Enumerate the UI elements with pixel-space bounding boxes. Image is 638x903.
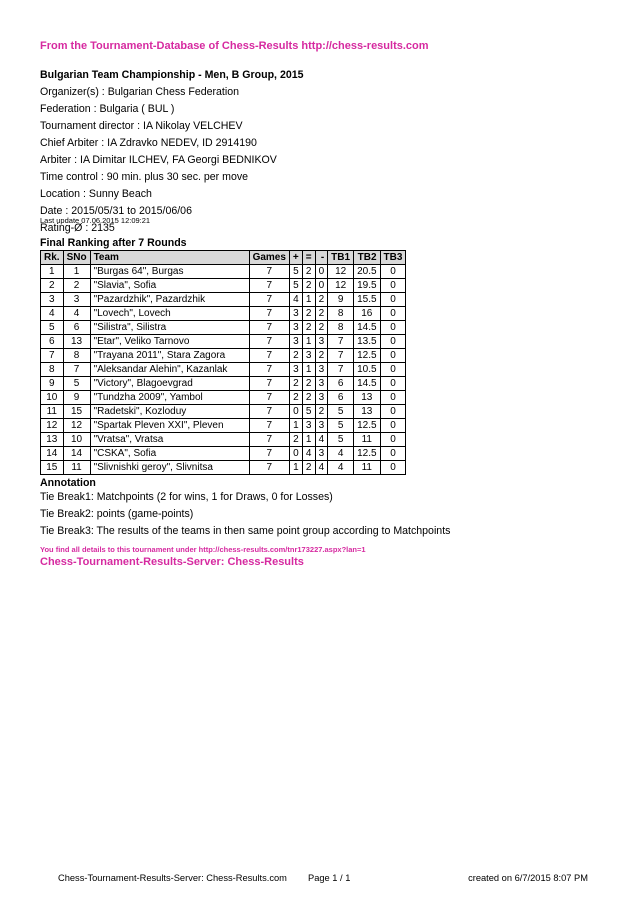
cell-tb1: 4 [328, 461, 354, 475]
cell-sno: 6 [63, 321, 90, 335]
table-row [41, 349, 406, 363]
cell-rank: 15 [41, 461, 64, 475]
cell-losses: 4 [315, 461, 328, 475]
col-tb2: TB2 [354, 251, 380, 265]
table-row [41, 293, 406, 307]
cell-tb3: 0 [380, 405, 406, 419]
cell-rank: 13 [41, 433, 64, 447]
cell-tb2: 15.5 [354, 293, 380, 307]
table-row [41, 419, 406, 433]
ranking-table [40, 250, 406, 475]
cell-games: 7 [249, 293, 289, 307]
server-title: Chess-Tournament-Results-Server: Chess-Results [40, 556, 304, 568]
col-wins: + [289, 251, 302, 265]
table-row [41, 335, 406, 349]
location-line: Location : Sunny Beach [40, 188, 152, 200]
cell-tb1: 8 [328, 307, 354, 321]
chief-arbiter-line: Chief Arbiter : IA Zdravko NEDEV, ID 2914190 [40, 137, 257, 149]
ranking-title: Final Ranking after 7 Rounds [40, 237, 187, 249]
cell-team: "Silistra", Silistra [90, 321, 249, 335]
cell-sno: 4 [63, 307, 90, 321]
cell-losses: 3 [315, 391, 328, 405]
cell-draws: 1 [302, 335, 315, 349]
cell-sno: 12 [63, 419, 90, 433]
table-row [41, 321, 406, 335]
cell-sno: 13 [63, 335, 90, 349]
col-draws: = [302, 251, 315, 265]
table-row [41, 363, 406, 377]
cell-tb3: 0 [380, 321, 406, 335]
cell-tb2: 14.5 [354, 377, 380, 391]
cell-team: "Spartak Pleven XXI", Pleven [90, 419, 249, 433]
cell-tb1: 5 [328, 405, 354, 419]
cell-tb3: 0 [380, 349, 406, 363]
cell-tb2: 11 [354, 433, 380, 447]
cell-losses: 2 [315, 293, 328, 307]
table-row [41, 391, 406, 405]
cell-rank: 2 [41, 279, 64, 293]
cell-wins: 2 [289, 391, 302, 405]
col-team: Team [90, 251, 249, 265]
col-tb3: TB3 [380, 251, 406, 265]
cell-tb1: 6 [328, 391, 354, 405]
cell-tb3: 0 [380, 419, 406, 433]
cell-games: 7 [249, 461, 289, 475]
cell-tb1: 6 [328, 377, 354, 391]
tie-break-1: Tie Break1: Matchpoints (2 for wins, 1 for Draws, 0 for Losses) [40, 491, 333, 503]
cell-sno: 3 [63, 293, 90, 307]
cell-rank: 11 [41, 405, 64, 419]
cell-wins: 3 [289, 363, 302, 377]
cell-draws: 2 [302, 265, 315, 279]
cell-losses: 3 [315, 363, 328, 377]
cell-games: 7 [249, 307, 289, 321]
cell-rank: 14 [41, 447, 64, 461]
cell-rank: 4 [41, 307, 64, 321]
last-update: Last update 07.06.2015 12:09:21 [40, 216, 151, 225]
cell-tb3: 0 [380, 293, 406, 307]
table-row [41, 377, 406, 391]
cell-wins: 5 [289, 279, 302, 293]
cell-team: "Lovech", Lovech [90, 307, 249, 321]
cell-games: 7 [249, 419, 289, 433]
cell-games: 7 [249, 335, 289, 349]
table-row [41, 447, 406, 461]
cell-tb2: 12.5 [354, 447, 380, 461]
cell-losses: 2 [315, 307, 328, 321]
cell-losses: 2 [315, 405, 328, 419]
cell-draws: 3 [302, 349, 315, 363]
tie-break-3: Tie Break3: The results of the teams in then same point group according to Matchpoints [40, 525, 451, 537]
cell-draws: 1 [302, 363, 315, 377]
cell-rank: 8 [41, 363, 64, 377]
cell-tb1: 7 [328, 335, 354, 349]
cell-draws: 1 [302, 433, 315, 447]
cell-draws: 2 [302, 391, 315, 405]
cell-draws: 2 [302, 279, 315, 293]
cell-losses: 3 [315, 335, 328, 349]
cell-draws: 5 [302, 405, 315, 419]
cell-games: 7 [249, 377, 289, 391]
cell-wins: 2 [289, 433, 302, 447]
table-row [41, 433, 406, 447]
cell-tb1: 12 [328, 279, 354, 293]
cell-wins: 2 [289, 377, 302, 391]
cell-tb3: 0 [380, 447, 406, 461]
cell-tb2: 12.5 [354, 419, 380, 433]
cell-wins: 5 [289, 265, 302, 279]
cell-draws: 4 [302, 447, 315, 461]
cell-team: "Trayana 2011", Stara Zagora [90, 349, 249, 363]
cell-wins: 4 [289, 293, 302, 307]
cell-rank: 5 [41, 321, 64, 335]
cell-losses: 0 [315, 265, 328, 279]
cell-sno: 10 [63, 433, 90, 447]
cell-losses: 2 [315, 349, 328, 363]
organizer-line: Organizer(s) : Bulgarian Chess Federation [40, 86, 240, 98]
tournament-info [40, 67, 304, 237]
cell-tb1: 12 [328, 265, 354, 279]
cell-tb3: 0 [380, 461, 406, 475]
cell-tb2: 13 [354, 405, 380, 419]
cell-tb3: 0 [380, 279, 406, 293]
cell-games: 7 [249, 279, 289, 293]
cell-tb1: 9 [328, 293, 354, 307]
cell-tb1: 5 [328, 433, 354, 447]
cell-rank: 12 [41, 419, 64, 433]
rating-line: Rating-Ø : 2135 [40, 222, 115, 234]
cell-tb2: 12.5 [354, 349, 380, 363]
col-sno: SNo [63, 251, 90, 265]
cell-tb2: 20.5 [354, 265, 380, 279]
cell-sno: 7 [63, 363, 90, 377]
cell-rank: 7 [41, 349, 64, 363]
cell-games: 7 [249, 363, 289, 377]
cell-wins: 1 [289, 461, 302, 475]
cell-team: "Radetski", Kozloduy [90, 405, 249, 419]
cell-losses: 2 [315, 321, 328, 335]
footer-page-number: Page 1 / 1 [308, 873, 351, 883]
cell-games: 7 [249, 391, 289, 405]
tournament-title: Bulgarian Team Championship - Men, B Group, 2015 [40, 69, 304, 81]
cell-tb3: 0 [380, 391, 406, 405]
cell-games: 7 [249, 447, 289, 461]
cell-team: "Slivnishki geroy", Slivnitsa [90, 461, 249, 475]
cell-games: 7 [249, 265, 289, 279]
col-rank: Rk. [41, 251, 64, 265]
table-row [41, 461, 406, 475]
cell-sno: 2 [63, 279, 90, 293]
col-losses: - [315, 251, 328, 265]
table-row [41, 405, 406, 419]
table-row [41, 279, 406, 293]
cell-team: "Pazardzhik", Pazardzhik [90, 293, 249, 307]
cell-losses: 3 [315, 447, 328, 461]
table-row [41, 265, 406, 279]
cell-wins: 3 [289, 335, 302, 349]
cell-draws: 1 [302, 293, 315, 307]
cell-tb3: 0 [380, 433, 406, 447]
cell-games: 7 [249, 349, 289, 363]
cell-sno: 5 [63, 377, 90, 391]
cell-games: 7 [249, 433, 289, 447]
cell-rank: 3 [41, 293, 64, 307]
col-tb1: TB1 [328, 251, 354, 265]
cell-tb3: 0 [380, 335, 406, 349]
cell-draws: 2 [302, 321, 315, 335]
cell-tb2: 11 [354, 461, 380, 475]
cell-wins: 3 [289, 307, 302, 321]
cell-sno: 15 [63, 405, 90, 419]
cell-tb1: 5 [328, 419, 354, 433]
cell-team: "Etar", Veliko Tarnovo [90, 335, 249, 349]
cell-team: "CSKA", Sofia [90, 447, 249, 461]
cell-sno: 9 [63, 391, 90, 405]
cell-tb2: 14.5 [354, 321, 380, 335]
cell-losses: 4 [315, 433, 328, 447]
cell-wins: 1 [289, 419, 302, 433]
cell-team: "Slavia", Sofia [90, 279, 249, 293]
cell-tb2: 13 [354, 391, 380, 405]
arbiter-line: Arbiter : IA Dimitar ILCHEV, FA Georgi BEDNIKOV [40, 154, 277, 166]
cell-rank: 9 [41, 377, 64, 391]
cell-tb3: 0 [380, 265, 406, 279]
cell-tb3: 0 [380, 307, 406, 321]
cell-sno: 8 [63, 349, 90, 363]
cell-draws: 2 [302, 307, 315, 321]
time-control-line: Time control : 90 min. plus 30 sec. per move [40, 171, 249, 183]
cell-draws: 2 [302, 461, 315, 475]
cell-wins: 0 [289, 447, 302, 461]
cell-sno: 11 [63, 461, 90, 475]
cell-team: "Aleksandar Alehin", Kazanlak [90, 363, 249, 377]
cell-tb2: 10.5 [354, 363, 380, 377]
cell-tb1: 7 [328, 349, 354, 363]
cell-rank: 10 [41, 391, 64, 405]
cell-wins: 0 [289, 405, 302, 419]
cell-tb3: 0 [380, 377, 406, 391]
cell-rank: 6 [41, 335, 64, 349]
cell-losses: 3 [315, 419, 328, 433]
table-row [41, 307, 406, 321]
cell-rank: 1 [41, 265, 64, 279]
cell-wins: 3 [289, 321, 302, 335]
cell-tb1: 4 [328, 447, 354, 461]
director-line: Tournament director : IA Nikolay VELCHEV [40, 120, 243, 132]
cell-sno: 1 [63, 265, 90, 279]
cell-tb1: 8 [328, 321, 354, 335]
annotation-title: Annotation [40, 477, 96, 489]
cell-games: 7 [249, 321, 289, 335]
annotation-lines [40, 489, 450, 540]
details-link[interactable]: You find all details to this tournament under http://chess-results.com/tnr173227.aspx?lan=1 [40, 545, 366, 554]
cell-losses: 0 [315, 279, 328, 293]
cell-tb2: 16 [354, 307, 380, 321]
cell-sno: 14 [63, 447, 90, 461]
ranking-body [41, 265, 406, 475]
cell-tb2: 13.5 [354, 335, 380, 349]
cell-team: "Vratsa", Vratsa [90, 433, 249, 447]
cell-draws: 3 [302, 419, 315, 433]
cell-tb1: 7 [328, 363, 354, 377]
footer-created: created on 6/7/2015 8:07 PM [468, 873, 588, 883]
col-games: Games [249, 251, 289, 265]
cell-losses: 3 [315, 377, 328, 391]
tie-break-2: Tie Break2: points (game-points) [40, 508, 194, 520]
cell-games: 7 [249, 405, 289, 419]
cell-team: "Tundzha 2009", Yambol [90, 391, 249, 405]
cell-team: "Victory", Blagoevgrad [90, 377, 249, 391]
footer-left: Chess-Tournament-Results-Server: Chess-Results.com [58, 873, 287, 883]
cell-tb3: 0 [380, 363, 406, 377]
ranking-header-row [41, 251, 406, 265]
date-line: Date : 2015/05/31 to 2015/06/06 [40, 205, 192, 217]
cell-tb2: 19.5 [354, 279, 380, 293]
cell-team: "Burgas 64", Burgas [90, 265, 249, 279]
cell-draws: 2 [302, 377, 315, 391]
source-link[interactable]: From the Tournament-Database of Chess-Results http://chess-results.com [40, 40, 429, 52]
federation-line: Federation : Bulgaria ( BUL ) [40, 103, 175, 115]
cell-wins: 2 [289, 349, 302, 363]
